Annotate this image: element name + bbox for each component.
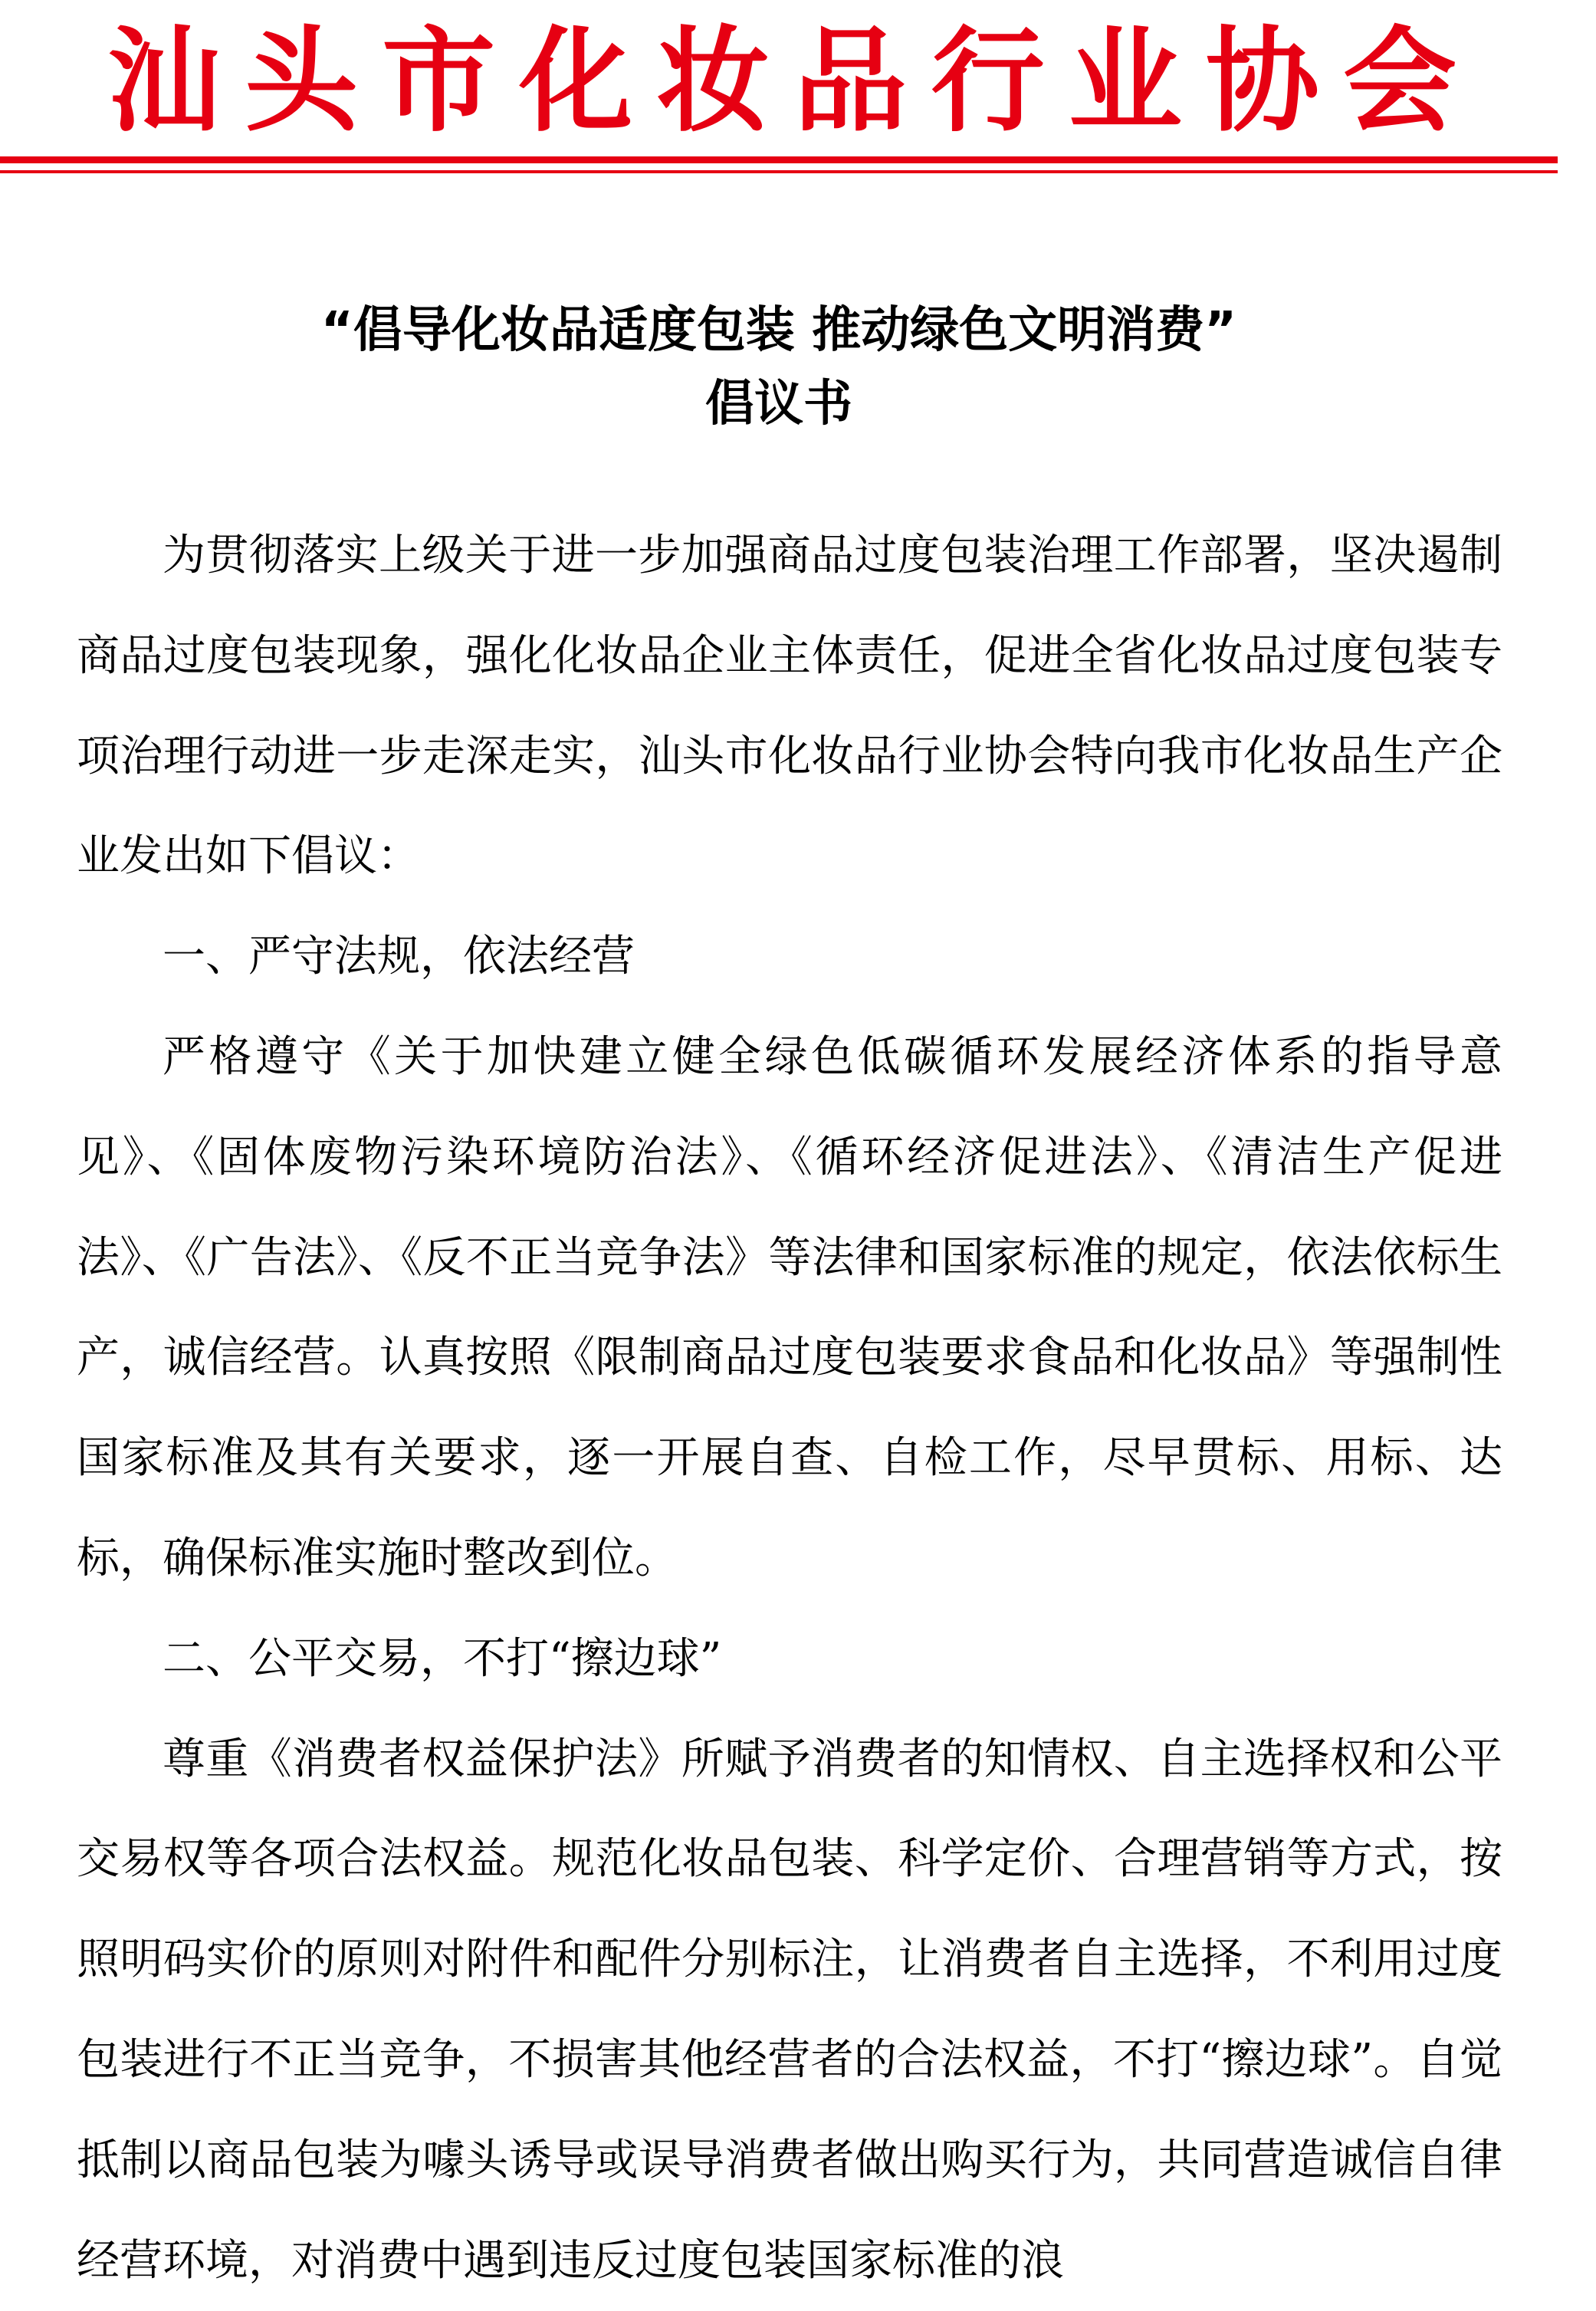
document-body bbox=[77, 506, 1502, 2311]
letterhead-rule-thin bbox=[0, 170, 1558, 173]
letterhead-char: 品 bbox=[793, 14, 908, 147]
letterhead bbox=[107, 14, 1456, 148]
body-paragraph: 严格遵守《关于加快建立健全绿色低碳循环发展经济体系的指导意见》、《固体废物污染环境防治法》、《循环经济促进法》、《清洁生产促进法》、《广告法》、《反不正当竞争法》等法律和国家标准的规定，依法依标生产，诚信经营。认真按照《限制商品过度包装要求食品和化妆品》等强制性国家标准及其有关要求，逐一开展自查、自检工作，尽早贯标、用标、达标，确保标准实施时整改到位。 bbox=[77, 1031, 1502, 1583]
letterhead-char: 行 bbox=[931, 14, 1045, 147]
letterhead-char: 协 bbox=[1205, 14, 1319, 147]
letterhead-char: 会 bbox=[1342, 14, 1456, 147]
letterhead-char: 市 bbox=[382, 14, 496, 147]
section-heading: 二、公平交易，不打“擦边球” bbox=[163, 1633, 722, 1684]
letterhead-char: 妆 bbox=[656, 14, 770, 147]
letterhead-char: 汕 bbox=[107, 14, 221, 147]
body-paragraph: 尊重《消费者权益保护法》所赋予消费者的知情权、自主选择权和公平交易权等各项合法权益。规范化妆品包装、科学定价、合理营销等方式，按照明码实价的原则对附件和配件分别标注，让消费者自主选择，不利用过度包装进行不正当竞争，不损害其他经营者的合法权益，不打“擦边球”。自觉抵制以商品包装为噱头诱导或误导消费者做出购买行为，共同营造诚信自律经营环境，对消费中遇到违反过度包装国家标准的浪 bbox=[77, 1734, 1502, 2286]
letterhead-char: 化 bbox=[519, 14, 633, 147]
letterhead-char: 业 bbox=[1068, 14, 1182, 147]
document-title: “倡导化妆品适度包装 推动绿色文明消费” bbox=[320, 302, 1237, 359]
body-paragraph: 为贯彻落实上级关于进一步加强商品过度包装治理工作部署，坚决遏制商品过度包装现象，强化化妆品企业主体责任，促进全省化妆品过度包装专项治理行动进一步走深走实，汕头市化妆品行业协会特向我市化妆品生产企业发出如下倡议： bbox=[77, 531, 1502, 882]
section-heading: 一、严守法规，依法经营 bbox=[163, 932, 635, 982]
letterhead-rule-thick bbox=[0, 156, 1558, 163]
document-subtitle: 倡议书 bbox=[705, 376, 852, 432]
letterhead-char: 头 bbox=[245, 14, 359, 147]
